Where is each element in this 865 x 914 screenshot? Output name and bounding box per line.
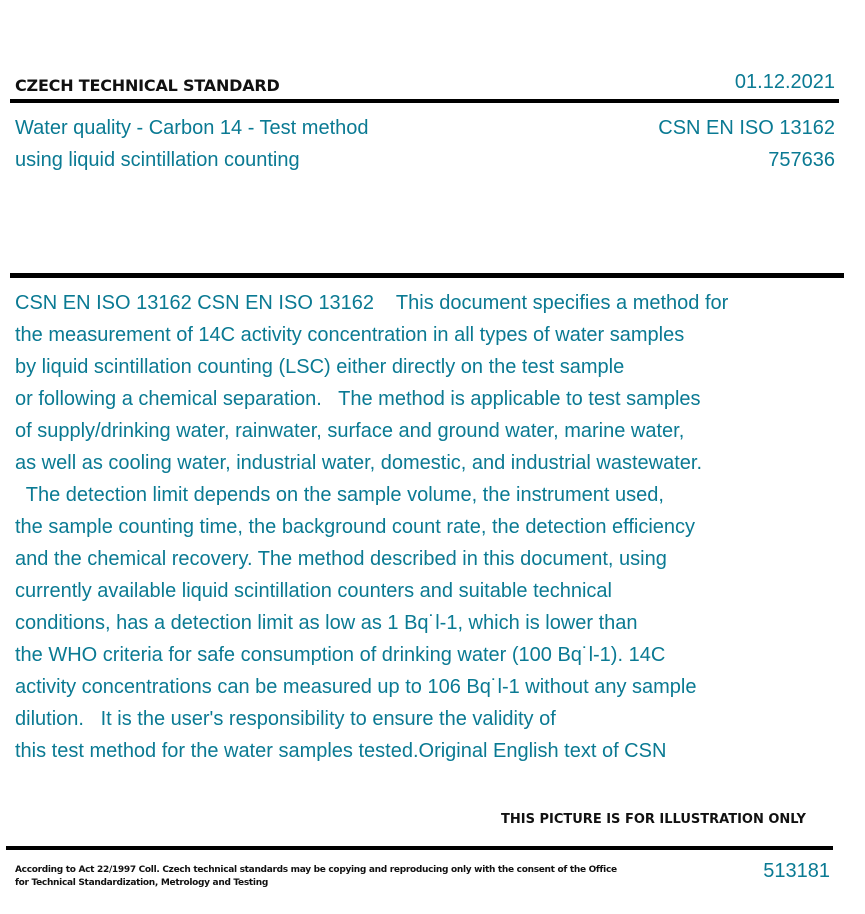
- standard-code: CSN EN ISO 13162: [658, 117, 835, 139]
- abstract-line: currently available liquid scintillation counters and suitable technical: [15, 580, 613, 602]
- abstract-line: or following a chemical separation. The method is applicable to test samples: [15, 388, 701, 410]
- abstract-line: The detection limit depends on the sample volume, the instrument used,: [15, 484, 664, 506]
- title-line: Water quality - Carbon 14 - Test method: [15, 117, 369, 139]
- legal-line: According to Act 22/1997 Coll. Czech technical standards may be copying and reproducing only with the consent of the Office: [15, 865, 617, 875]
- standard-codes: [658, 112, 835, 176]
- abstract-line: and the chemical recovery. The method described in this document, using: [15, 548, 667, 570]
- abstract-line: activity concentrations can be measured up to 106 Bq˙l-1 without any sample: [15, 676, 697, 698]
- title-line: using liquid scintillation counting: [15, 149, 300, 171]
- abstract-line: as well as cooling water, industrial water, domestic, and industrial wastewater.: [15, 452, 703, 474]
- publication-date: 01.12.2021: [734, 71, 835, 93]
- abstract-line: conditions, has a detection limit as low as 1 Bq˙l-1, which is lower than: [15, 612, 638, 634]
- footer-divider: [6, 846, 833, 850]
- legal-line: for Technical Standardization, Metrology and Testing: [15, 878, 268, 888]
- abstract-line: of supply/drinking water, rainwater, surface and ground water, marine water,: [15, 420, 685, 442]
- document-abstract: [15, 287, 835, 767]
- abstract-line: the WHO criteria for safe consumption of drinking water (100 Bq˙l-1). 14C: [15, 644, 666, 666]
- abstract-line: this test method for the water samples tested.Original English text of CSN: [15, 740, 667, 762]
- catalog-number: 757636: [768, 149, 835, 171]
- abstract-line: the sample counting time, the background count rate, the detection efficiency: [15, 516, 696, 538]
- document-title: [15, 112, 369, 176]
- legal-notice: [15, 864, 617, 890]
- standard-type-label: CZECH TECHNICAL STANDARD: [15, 76, 280, 95]
- abstract-line: the measurement of 14C activity concentration in all types of water samples: [15, 324, 685, 346]
- abstract-line: CSN EN ISO 13162 CSN EN ISO 13162 This document specifies a method for: [15, 292, 729, 314]
- document-number: 513181: [763, 860, 830, 882]
- abstract-line: by liquid scintillation counting (LSC) either directly on the test sample: [15, 356, 625, 378]
- abstract-line: dilution. It is the user's responsibility to ensure the validity of: [15, 708, 556, 730]
- header-divider: [10, 99, 839, 103]
- section-divider: [10, 273, 844, 278]
- illustration-notice: THIS PICTURE IS FOR ILLUSTRATION ONLY: [501, 812, 806, 827]
